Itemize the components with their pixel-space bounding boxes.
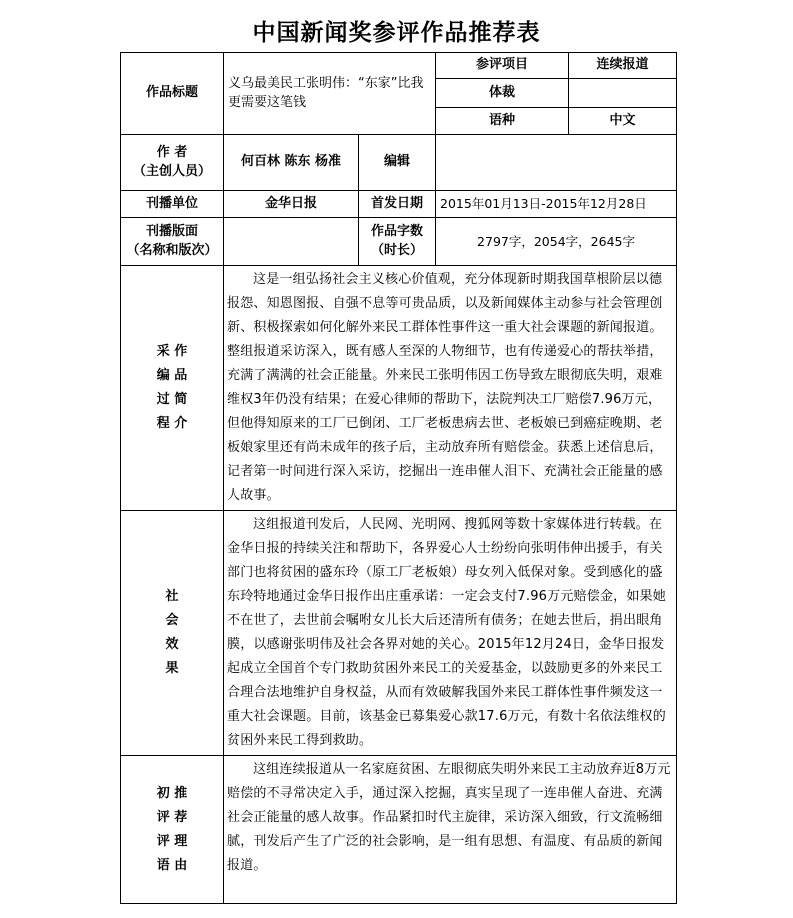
author-label bbox=[121, 135, 224, 191]
effect-label bbox=[121, 511, 224, 756]
genre-label: 体裁 bbox=[436, 79, 569, 108]
effect-text: 这组报道刊发后，人民网、光明网、搜狐网等数十家媒体进行转载。在金华日报的持续关注和帮助下，各界爱心人士纷纷向张明伟伸出援手，有关部门也将贫困的盛东玲（原工厂老板娘）母女列入低保对象。受到感化的盛东玲特地通过金华日报作出庄重承诺：一定会支付7.96万元赔偿金，如果她不在世了，去世前会嘱咐女儿长大后还清所有债务；在她去世后，捐出眼角膜，以感谢张明伟及社会各界对她的关心。2015年12月24日，金华日报发起成立全国首个专门救助贫困外来民工的关爱基金，以鼓励更多的外来民工合理合法地维护自身权益，从而有效破解我国外来民工群体性事件频发这一重大社会课题。目前，该基金已募集爱心款17.6万元，有数十名依法维权的贫困外来民工得到救助。 bbox=[224, 511, 677, 756]
section-label-line1: 刊播版面 bbox=[145, 224, 198, 240]
intro-label-line: 编 品 bbox=[156, 368, 188, 383]
author-label-line1: 作 者 bbox=[156, 145, 188, 161]
intro-label-line: 过 简 bbox=[156, 392, 188, 407]
section-label-line2: （名称和版次） bbox=[126, 242, 218, 258]
editor-label: 编辑 bbox=[359, 135, 436, 191]
author-value: 何百林 陈东 杨准 bbox=[224, 135, 359, 191]
section-label bbox=[121, 218, 224, 266]
effect-label-line: 果 bbox=[165, 661, 179, 676]
work-title-value: 义乌最美民工张明伟：“东家”比我更需要这笔钱 bbox=[224, 53, 436, 135]
page-title: 中国新闻奖参评作品推荐表 bbox=[252, 19, 541, 46]
work-title-label: 作品标题 bbox=[121, 53, 224, 135]
category-label: 参评项目 bbox=[436, 53, 569, 79]
wordcount-label-line1: 作品字数 bbox=[371, 224, 424, 240]
intro-label bbox=[121, 266, 224, 511]
section-value bbox=[224, 218, 359, 266]
category-value: 连续报道 bbox=[569, 53, 677, 79]
first-date-label: 首发日期 bbox=[359, 191, 436, 218]
intro-text: 这是一组弘扬社会主义核心价值观，充分体现新时期我国草根阶层以德报怨、知恩图报、自强不息等可贵品质，以及新闻媒体主动参与社会管理创新、积极探索如何化解外来民工群体性事件这一重大社会课题的新闻报道。整组报道采访深入，既有感人至深的人物细节，也有传递爱心的帮扶举措，充满了满满的社会正能量。外来民工张明伟因工伤导致左眼彻底失明，艰难维权3年仍没有结果；在爱心律师的帮助下，法院判决工厂赔偿7.96万元，但他得知原来的工厂已倒闭、工厂老板患病去世、老板娘已到癌症晚期、老板娘家里还有尚未成年的孩子后，主动放弃所有赔偿金。获悉上述信息后，记者第一时间进行深入采访，挖掘出一连串催人泪下、充满社会正能量的感人故事。 bbox=[224, 266, 677, 511]
effect-label-line: 效 bbox=[165, 637, 179, 652]
wordcount-label-line2: （时长） bbox=[371, 242, 424, 258]
recommendation-form-table bbox=[120, 52, 677, 904]
effect-label-line: 会 bbox=[165, 613, 179, 628]
reason-label-line: 语 由 bbox=[156, 857, 188, 873]
intro-label-line: 程 介 bbox=[156, 416, 188, 431]
reason-label bbox=[121, 756, 224, 904]
reason-label-line: 初 推 bbox=[156, 785, 188, 801]
first-date-value: 2015年01月13日-2015年12月28日 bbox=[436, 191, 677, 218]
publisher-label: 刊播单位 bbox=[121, 191, 224, 218]
wordcount-value: 2797字，2054字，2645字 bbox=[436, 218, 677, 266]
reason-label-line: 评 理 bbox=[156, 833, 188, 849]
wordcount-label bbox=[359, 218, 436, 266]
effect-label-line: 社 bbox=[165, 589, 179, 604]
language-label: 语种 bbox=[436, 108, 569, 135]
reason-label-line: 评 荐 bbox=[156, 809, 188, 825]
author-label-line2: （主创人员） bbox=[132, 163, 211, 179]
publisher-value: 金华日报 bbox=[224, 191, 359, 218]
editor-value bbox=[436, 135, 677, 191]
language-value: 中文 bbox=[569, 108, 677, 135]
intro-label-line: 采 作 bbox=[156, 344, 188, 359]
genre-value bbox=[569, 79, 677, 108]
reason-text: 这组连续报道从一名家庭贫困、左眼彻底失明外来民工主动放弃近8万元赔偿的不寻常决定入手，通过深入挖掘，真实呈现了一连串催人奋进、充满社会正能量的感人故事。作品紧扣时代主旋律，采访深入细致，行文流畅细腻，刊发后产生了广泛的社会影响，是一组有思想、有温度、有品质的新闻报道。 bbox=[224, 756, 677, 904]
